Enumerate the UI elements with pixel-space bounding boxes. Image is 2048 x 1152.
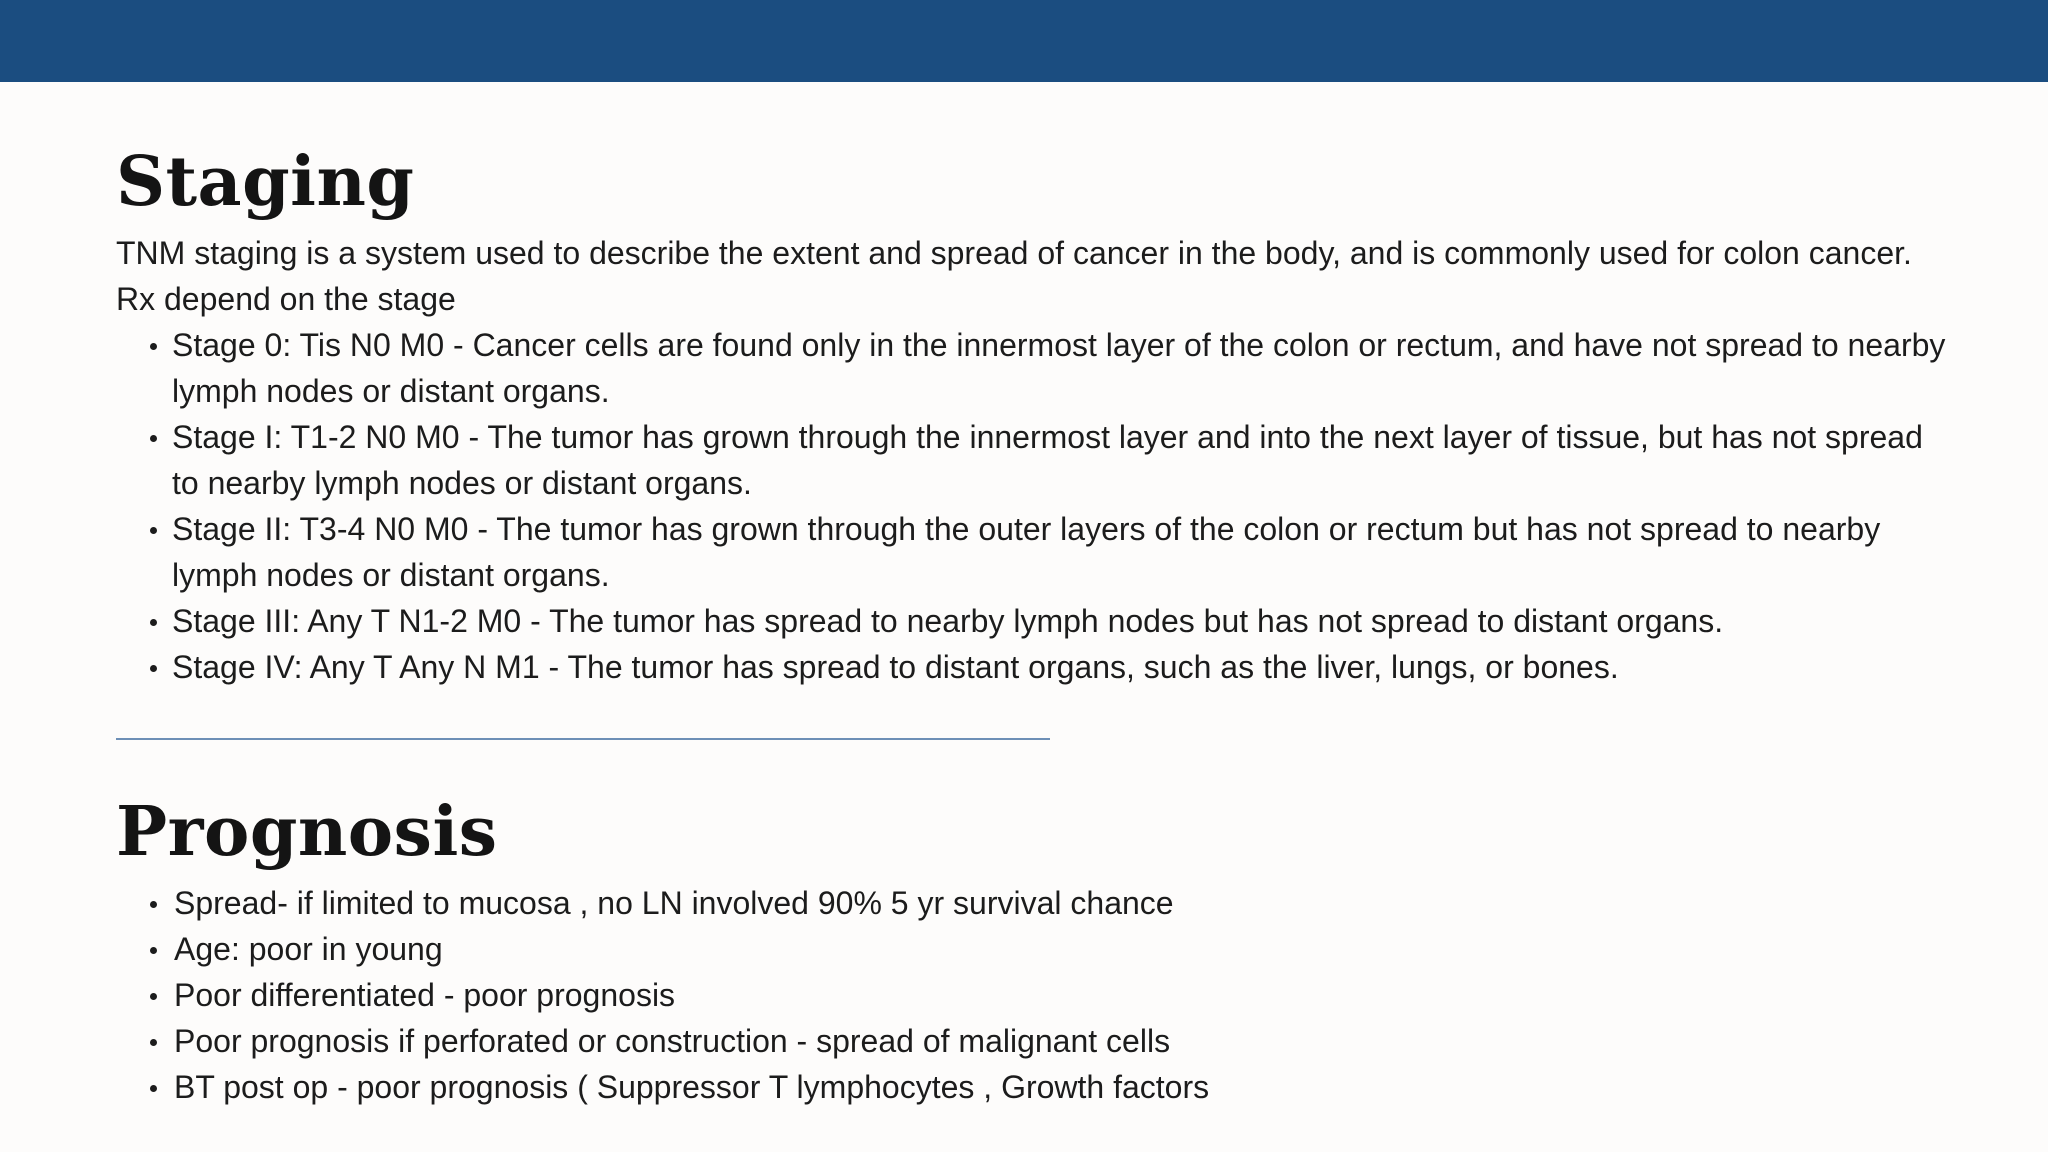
- prognosis-item: Age: poor in young: [150, 926, 1956, 972]
- slide-content: [116, 140, 1956, 1110]
- prognosis-title: Prognosis: [116, 792, 498, 872]
- staging-item-stage-0: Stage 0: Tis N0 M0 - Cancer cells are found only in the innermost layer of the colon or rectum, and have not spread to nearby lymph nodes or distant organs.: [150, 322, 1956, 414]
- header-band: [0, 0, 2048, 82]
- prognosis-list: [150, 880, 1956, 1110]
- prognosis-item: BT post op - poor prognosis ( Suppressor T lymphocytes , Growth factors: [150, 1064, 1956, 1110]
- staging-intro: TNM staging is a system used to describe the extent and spread of cancer in the body, and is commonly used for colon cancer. Rx depend on the stage: [116, 235, 1912, 317]
- staging-item-stage-4: Stage IV: Any T Any N M1 - The tumor has spread to distant organs, such as the liver, lungs, or bones.: [150, 644, 1956, 690]
- prognosis-item: Poor prognosis if perforated or construction - spread of malignant cells: [150, 1018, 1956, 1064]
- prognosis-item: Poor differentiated - poor prognosis: [150, 972, 1956, 1018]
- section-divider: [116, 738, 1050, 740]
- prognosis-item: Spread- if limited to mucosa , no LN involved 90% 5 yr survival chance: [150, 880, 1956, 926]
- staging-item-stage-3: Stage III: Any T N1-2 M0 - The tumor has spread to nearby lymph nodes but has not spread to distant organs.: [150, 598, 1956, 644]
- staging-item-stage-2: Stage II: T3-4 N0 M0 - The tumor has grown through the outer layers of the colon or rectum but has not spread to nearby lymph nodes or distant organs.: [150, 506, 1956, 598]
- staging-item-stage-1: Stage I: T1-2 N0 M0 - The tumor has grown through the innermost layer and into the next layer of tissue, but has not spread to nearby lymph nodes or distant organs.: [150, 414, 1956, 506]
- staging-title: Staging: [116, 142, 415, 222]
- staging-list: [150, 322, 1956, 690]
